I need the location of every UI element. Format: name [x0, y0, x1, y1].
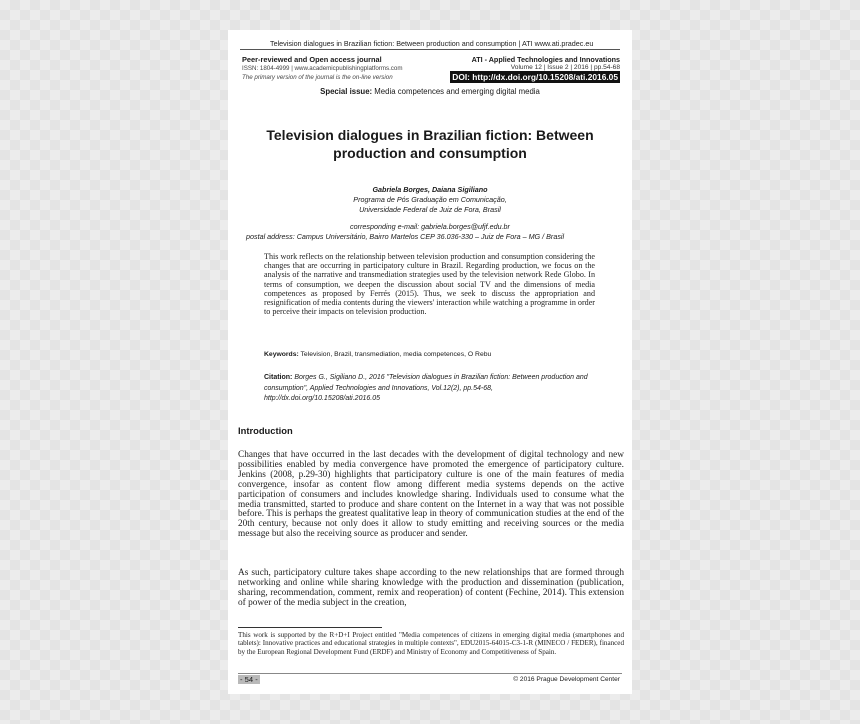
body-paragraph: Changes that have occurred in the last decades with the development of digital technology and new possibilities enabled by media convergence have promoted the emergence of participatory culture. Jenkins (2008, p.29-30) highlights that participatory culture is one of the main features of media convergence, insofar as content flow among different media systems depends on the active participation of consumers and includes knowledge sharing. Individuals used to consume what the media transmitted, started to produce and share content on the Internet in a way that was not possible before. This is perhaps the greatest qualitative leap in theory of communication studies at the end of the 20th century, because not only does it allow to study emitting and receiving sources or the media message but also the receiving source as producer and sender.	[238, 450, 624, 540]
paper-page	[228, 30, 632, 694]
special-issue-label: Special issue:	[320, 87, 373, 96]
journal-issn: ISSN: 1804-4999 | www.academicpublishingplatforms.com	[242, 65, 403, 72]
citation	[264, 373, 594, 405]
header-divider	[240, 49, 620, 50]
paper-title: Television dialogues in Brazilian fiction: Between production and consumption	[266, 127, 594, 161]
journal-type: Peer-reviewed and Open access journal	[242, 55, 382, 64]
keywords-label: Keywords:	[264, 351, 299, 358]
journal-note: The primary version of the journal is the on-line version	[242, 74, 393, 81]
page-number: - 54 -	[240, 675, 258, 684]
section-heading-introduction: Introduction	[238, 425, 293, 436]
affiliation-program: Programa de Pós Graduação em Comunicação,	[353, 195, 507, 204]
doi-link[interactable]: DOI: http://dx.doi.org/10.15208/ati.2016.05	[452, 72, 618, 82]
footnote: This work is supported by the R+D+I Project entitled "Media competences of citizens in emerging digital media (smartphones and tablets): Innovative practices and educational strategies in multiple contexts", EDU2015-64015-C3-1-R (MINECO / FEDER), financed by the European Regional Development Fund (ERDF) and Ministry of Economy and Competitiveness of Spain.	[238, 631, 624, 656]
special-issue-line	[228, 87, 632, 96]
body-paragraph: As such, participatory culture takes shape according to the new relationships that are formed through networking and online while sharing knowledge with the production and dissemination (publication, sharing, recommendation, comment, remix and reoperation) of content (Fechine, 2014). This extension of power of the media subject in the creation,	[238, 568, 624, 608]
affiliation-university: Universidade Federal de Juiz de Fora, Brasil	[359, 205, 501, 214]
footnote-divider	[238, 627, 382, 628]
running-head: Television dialogues in Brazilian fiction: Between production and consumption | ATI www.ati.pradec.eu	[270, 39, 594, 48]
citation-label: Citation:	[264, 374, 293, 381]
keywords	[264, 351, 491, 358]
keywords-text: Television, Brazil, transmediation, media competences, O Rebu	[298, 351, 492, 358]
authors: Gabriela Borges, Daiana Sigiliano	[372, 185, 488, 194]
abstract: This work reflects on the relationship between television production and consumption considering the changes that are occurring in participatory culture in Brazil. Regarding production, we focus on the analysis of the narrative and transmediation strategies used by the television network Rede Globo. In terms of consumption, we deepen the discussion about social TV and the dimensions of media competences as proposed by Ferrés (2015). Thus, we seek to discuss the appropriation and resignification of media contents during the viewers' interaction while watching a programme in order to perceive their impacts on television production.	[264, 252, 595, 317]
corresponding-email: corresponding e-mail: gabriela.borges@ufjf.edu.br	[350, 222, 510, 231]
footer-divider	[238, 673, 622, 674]
volume-info: Volume 12 | Issue 2 | 2016 | pp.54-68	[510, 64, 620, 71]
citation-text: Borges G., Sigiliano D., 2016 "Television dialogues in Brazilian fiction: Between production and consumption", Applied Technologies and Innovations, Vol.12(2), pp.54-68, http://dx.doi.org/10.15208/ati.2016.05	[264, 374, 588, 402]
special-issue-text: Media competences and emerging digital media	[372, 87, 540, 96]
journal-name: ATI - Applied Technologies and Innovations	[471, 55, 620, 64]
postal-address: postal address: Campus Universitário, Bairro Martelos CEP 36.036-330 – Juiz de Fora – MG / Brasil	[246, 232, 565, 241]
copyright: © 2016 Prague Development Center	[513, 676, 620, 683]
